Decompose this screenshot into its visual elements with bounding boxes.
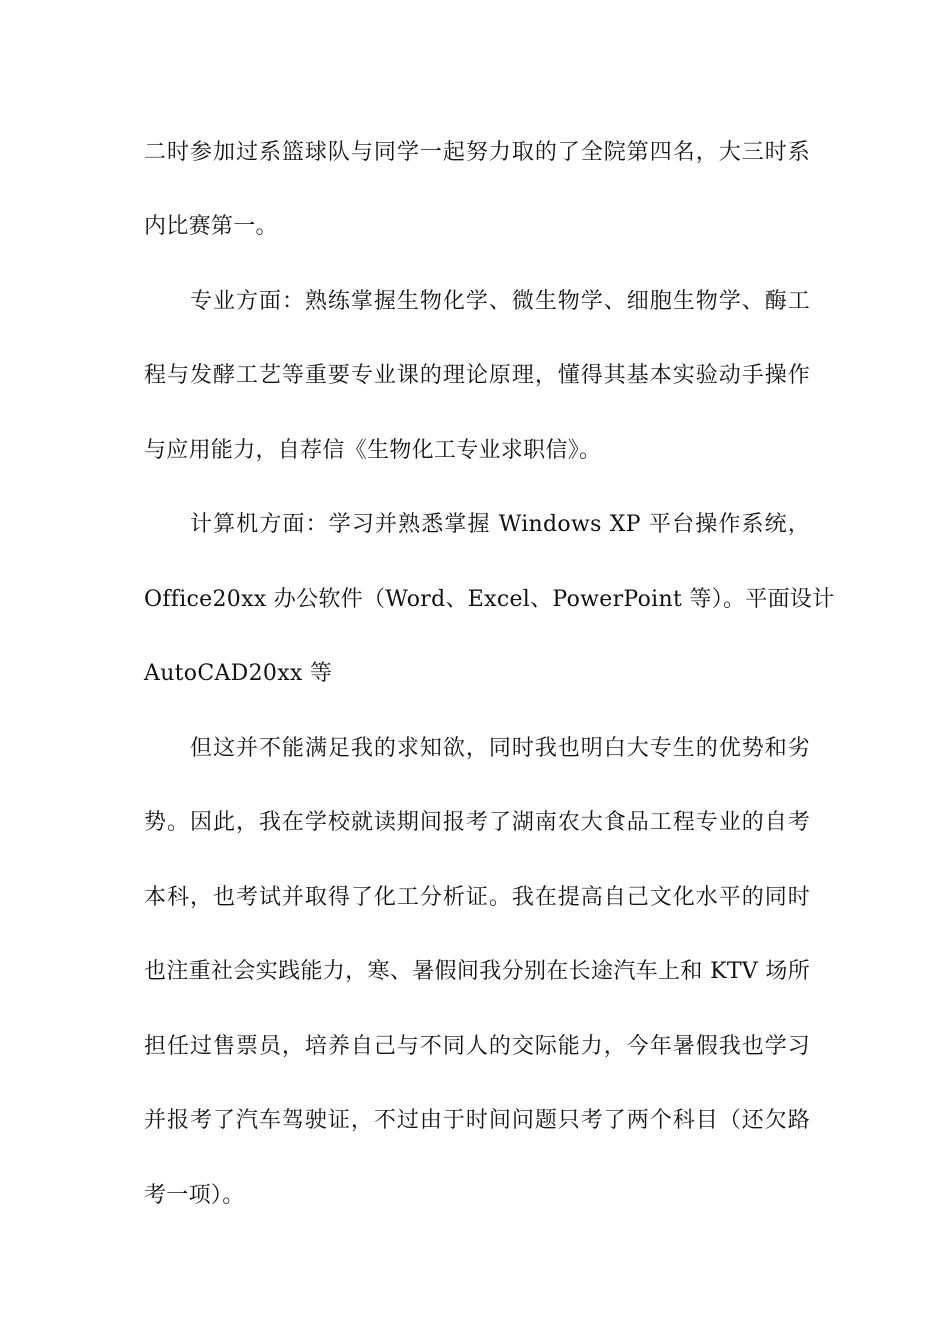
text-line: 但这并不能满足我的求知欲，同时我也明白大专生的优势和劣 [190, 736, 810, 761]
text-line: AutoCAD20xx 等 [144, 661, 333, 686]
text-line: 与应用能力，自荐信《生物化工专业求职信》。 [144, 438, 602, 463]
text-line: 专业方面：熟练掌握生物化学、微生物学、细胞生物学、酶工 [190, 289, 810, 314]
text-line: 程与发酵工艺等重要专业课的理论原理，懂得其基本实验动手操作 [144, 363, 810, 388]
text-line: Office20xx 办公软件（Word、Excel、PowerPoint 等）。平面设计 [144, 587, 835, 612]
text-line: 担任过售票员，培养自己与不同人的交际能力，今年暑假我也学习 [144, 1034, 810, 1059]
text-line: 内比赛第一。 [144, 214, 278, 239]
text-line: 本科，也考试并取得了化工分析证。我在提高自己文化水平的同时 [144, 885, 810, 910]
text-line: 势。因此，我在学校就读期间报考了湖南农大食品工程专业的自考 [144, 810, 810, 835]
text-line: 并报考了汽车驾驶证，不过由于时间问题只考了两个科目（还欠路 [144, 1108, 810, 1133]
text-line: 考一项）。 [144, 1183, 245, 1208]
text-line: 也注重社会实践能力，寒、暑假间我分别在长途汽车上和 KTV 场所 [144, 959, 810, 984]
text-line: 二时参加过系篮球队与同学一起努力取的了全院第四名，大三时系 [144, 140, 810, 165]
text-line: 计算机方面：学习并熟悉掌握 Windows XP 平台操作系统， [190, 512, 810, 537]
